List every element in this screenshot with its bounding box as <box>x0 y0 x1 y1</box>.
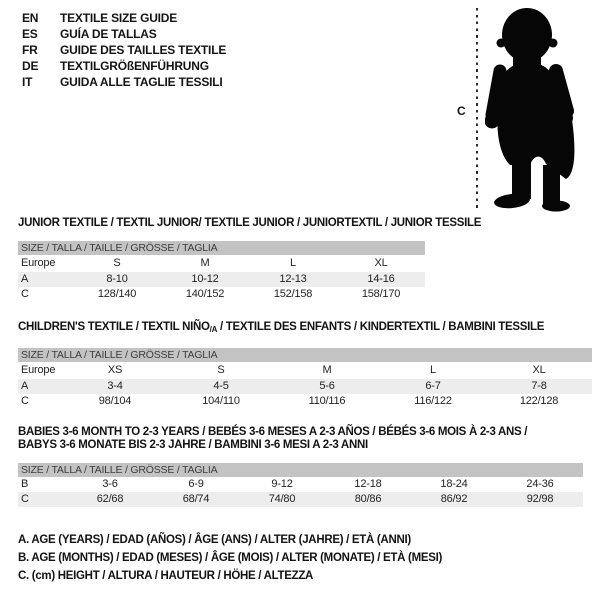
language-code: DE <box>22 59 39 73</box>
cell: 12-18 <box>354 478 382 490</box>
cell: 116/122 <box>414 395 452 407</box>
cell: 158/170 <box>361 288 401 300</box>
table-row <box>18 272 425 287</box>
cell: 68/74 <box>182 493 210 505</box>
title-subscript: /A <box>209 325 218 334</box>
language-row <box>22 10 226 26</box>
cell: 8-10 <box>106 273 128 285</box>
cell: S <box>217 364 225 376</box>
cell: XL <box>374 257 388 269</box>
language-code: FR <box>22 43 38 57</box>
language-row <box>22 74 226 90</box>
cell: 74/80 <box>268 493 296 505</box>
cell: 98/104 <box>98 395 132 407</box>
table-row <box>18 492 583 507</box>
cell: 5-6 <box>319 380 335 392</box>
cell: 3-6 <box>102 478 118 490</box>
row-label: C <box>21 288 29 300</box>
cell: 12-13 <box>279 273 307 285</box>
language-label: TEXTILGRÖßENFÜHRUNG <box>60 59 209 73</box>
cell: 6-7 <box>425 380 441 392</box>
title-line: BABIES 3-6 MONTH TO 2-3 YEARS / BEBÉS 3-6 MESES A 2-3 AÑOS / BÉBÉS 3-6 MOIS À 2-3 ANS / <box>18 426 528 438</box>
title-part: / TEXTILE DES ENFANTS / KINDERTEXTIL / BAMBINI TESSILE <box>217 321 545 333</box>
junior-size-table <box>18 241 425 302</box>
language-label: TEXTILE SIZE GUIDE <box>60 11 178 25</box>
language-code: ES <box>22 27 38 41</box>
babies-table-title <box>18 426 527 452</box>
legend-line: B. AGE (MONTHS) / EDAD (MESES) / ÂGE (MOIS) / ALTER (MONATE) / ETÀ (MESI) <box>18 552 443 564</box>
babies-size-table <box>18 463 583 507</box>
cell: XS <box>107 364 123 376</box>
measure-legend <box>18 531 442 585</box>
cell: M <box>200 257 210 269</box>
language-row <box>22 58 226 74</box>
cell: L <box>290 257 296 269</box>
height-measure-label: C <box>457 104 466 118</box>
table-row <box>18 379 592 394</box>
table-row <box>18 287 425 302</box>
cell: 122/128 <box>519 395 559 407</box>
size-header-bar: SIZE / TALLA / TAILLE / GRÖSSE / TAGLIA <box>18 241 425 255</box>
legend-line: C. (cm) HEIGHT / ALTURA / HAUTEUR / HÖHE / ALTEZZA <box>18 570 314 582</box>
size-header-bar: SIZE / TALLA / TAILLE / GRÖSSE / TAGLIA <box>18 463 583 477</box>
cell: 4-5 <box>213 380 229 392</box>
cell: S <box>113 257 121 269</box>
legend-line: A. AGE (YEARS) / EDAD (AÑOS) / ÂGE (ANS) / ALTER (JAHRE) / ETÀ (ANNI) <box>18 534 411 546</box>
language-row <box>22 42 226 58</box>
cell: 140/152 <box>185 288 225 300</box>
baby-silhouette-icon <box>485 5 593 213</box>
language-code: EN <box>22 11 39 25</box>
children-table-title <box>18 321 544 336</box>
row-label: C <box>21 395 29 407</box>
cell: M <box>322 364 332 376</box>
height-dotted-line <box>476 8 478 209</box>
table-row <box>18 477 583 492</box>
language-row <box>22 26 226 42</box>
cell: 92/98 <box>526 493 554 505</box>
cell: 152/158 <box>273 288 313 300</box>
row-label: A <box>21 273 29 285</box>
table-row <box>18 362 592 379</box>
row-label: B <box>21 478 29 490</box>
table-row <box>18 394 592 409</box>
children-size-table <box>18 348 592 409</box>
row-label: Europe <box>21 364 56 376</box>
cell: 80/86 <box>354 493 382 505</box>
cell: 9-12 <box>271 478 293 490</box>
title-part: CHILDREN'S TEXTILE / TEXTIL NIÑO <box>18 321 210 333</box>
language-list <box>22 10 226 90</box>
junior-table-title: JUNIOR TEXTILE / TEXTIL JUNIOR/ TEXTILE JUNIOR / JUNIORTEXTIL / JUNIOR TESSILE <box>18 217 482 229</box>
language-label: GUIDE DES TAILLES TEXTILE <box>60 43 227 57</box>
cell: 24-36 <box>526 478 554 490</box>
cell: 128/140 <box>97 288 137 300</box>
cell: 10-12 <box>191 273 219 285</box>
cell: 62/68 <box>96 493 124 505</box>
cell: 14-16 <box>367 273 395 285</box>
row-label: A <box>21 380 29 392</box>
cell: 3-4 <box>107 380 123 392</box>
title-line: BABYS 3-6 MONATE BIS 2-3 JAHRE / BAMBINI 3-6 MESI A 2-3 ANNI <box>18 439 368 451</box>
language-label: GUIDA ALLE TAGLIE TESSILI <box>60 75 223 89</box>
cell: 86/92 <box>440 493 468 505</box>
language-label: GUÍA DE TALLAS <box>60 27 157 41</box>
cell: 104/110 <box>202 395 240 407</box>
cell: 6-9 <box>188 478 204 490</box>
row-label: Europe <box>21 257 56 269</box>
row-label: C <box>21 493 29 505</box>
table-row <box>18 255 425 272</box>
cell: 18-24 <box>440 478 468 490</box>
cell: XL <box>532 364 546 376</box>
language-code: IT <box>22 75 33 89</box>
measurement-figure <box>453 4 598 216</box>
size-header-bar: SIZE / TALLA / TAILLE / GRÖSSE / TAGLIA <box>18 348 592 362</box>
cell: 110/116 <box>308 395 346 407</box>
cell: 7-8 <box>531 380 547 392</box>
cell: L <box>430 364 436 376</box>
